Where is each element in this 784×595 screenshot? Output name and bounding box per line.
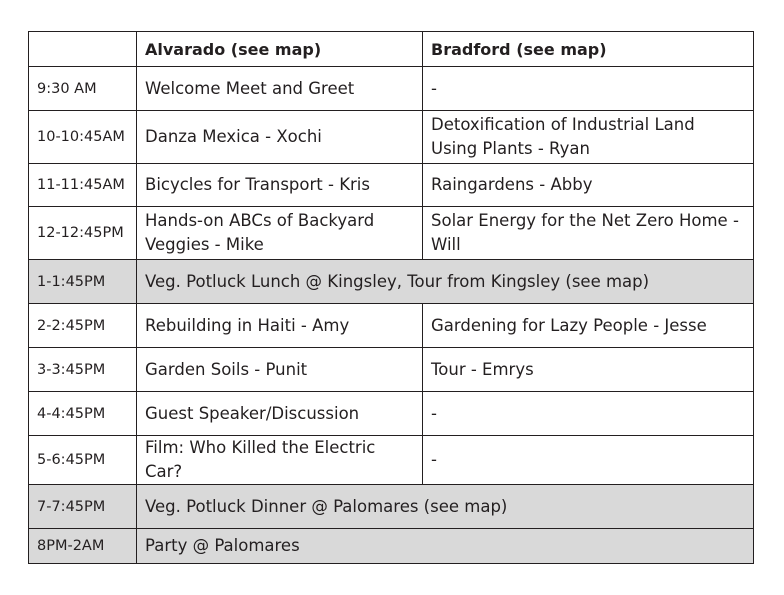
time-cell: 4-4:45PM <box>29 392 137 436</box>
alvarado-cell: Film: Who Killed the Electric Car? <box>137 436 423 485</box>
time-cell: 3-3:45PM <box>29 348 137 392</box>
time-cell: 10-10:45AM <box>29 111 137 164</box>
alvarado-cell: Rebuilding in Haiti - Amy <box>137 304 423 348</box>
bradford-cell: Tour - Emrys <box>423 348 754 392</box>
bradford-cell: Detoxification of Industrial Land Using Plants - Ryan <box>423 111 754 164</box>
alvarado-cell: Welcome Meet and Greet <box>137 67 423 111</box>
time-cell: 5-6:45PM <box>29 436 137 485</box>
alvarado-cell: Guest Speaker/Discussion <box>137 392 423 436</box>
table-row <box>29 164 754 207</box>
time-cell: 9:30 AM <box>29 67 137 111</box>
time-cell: 7-7:45PM <box>29 485 137 529</box>
combined-event-cell: Party @ Palomares <box>137 529 754 564</box>
combined-event-cell: Veg. Potluck Lunch @ Kingsley, Tour from Kingsley (see map) <box>137 260 754 304</box>
bradford-cell: Solar Energy for the Net Zero Home - Will <box>423 207 754 260</box>
header-bradford: Bradford (see map) <box>423 32 754 67</box>
time-cell: 1-1:45PM <box>29 260 137 304</box>
alvarado-cell: Danza Mexica - Xochi <box>137 111 423 164</box>
alvarado-cell: Bicycles for Transport - Kris <box>137 164 423 207</box>
table-row <box>29 67 754 111</box>
combined-event-cell: Veg. Potluck Dinner @ Palomares (see map) <box>137 485 754 529</box>
table-row-lunch <box>29 260 754 304</box>
schedule-table <box>28 31 754 564</box>
bradford-cell: - <box>423 392 754 436</box>
bradford-cell: Raingardens - Abby <box>423 164 754 207</box>
table-row <box>29 304 754 348</box>
bradford-cell: - <box>423 67 754 111</box>
header-row <box>29 32 754 67</box>
alvarado-cell: Hands-on ABCs of Backyard Veggies - Mike <box>137 207 423 260</box>
bradford-cell: Gardening for Lazy People - Jesse <box>423 304 754 348</box>
time-cell: 8PM-2AM <box>29 529 137 564</box>
header-alvarado: Alvarado (see map) <box>137 32 423 67</box>
table-row-dinner <box>29 485 754 529</box>
header-time-cell <box>29 32 137 67</box>
alvarado-cell: Garden Soils - Punit <box>137 348 423 392</box>
time-cell: 11-11:45AM <box>29 164 137 207</box>
table-row <box>29 436 754 485</box>
time-cell: 2-2:45PM <box>29 304 137 348</box>
time-cell: 12-12:45PM <box>29 207 137 260</box>
bradford-cell: - <box>423 436 754 485</box>
table-row <box>29 348 754 392</box>
table-row <box>29 392 754 436</box>
table-row <box>29 111 754 164</box>
table-row-party <box>29 529 754 564</box>
table-row <box>29 207 754 260</box>
